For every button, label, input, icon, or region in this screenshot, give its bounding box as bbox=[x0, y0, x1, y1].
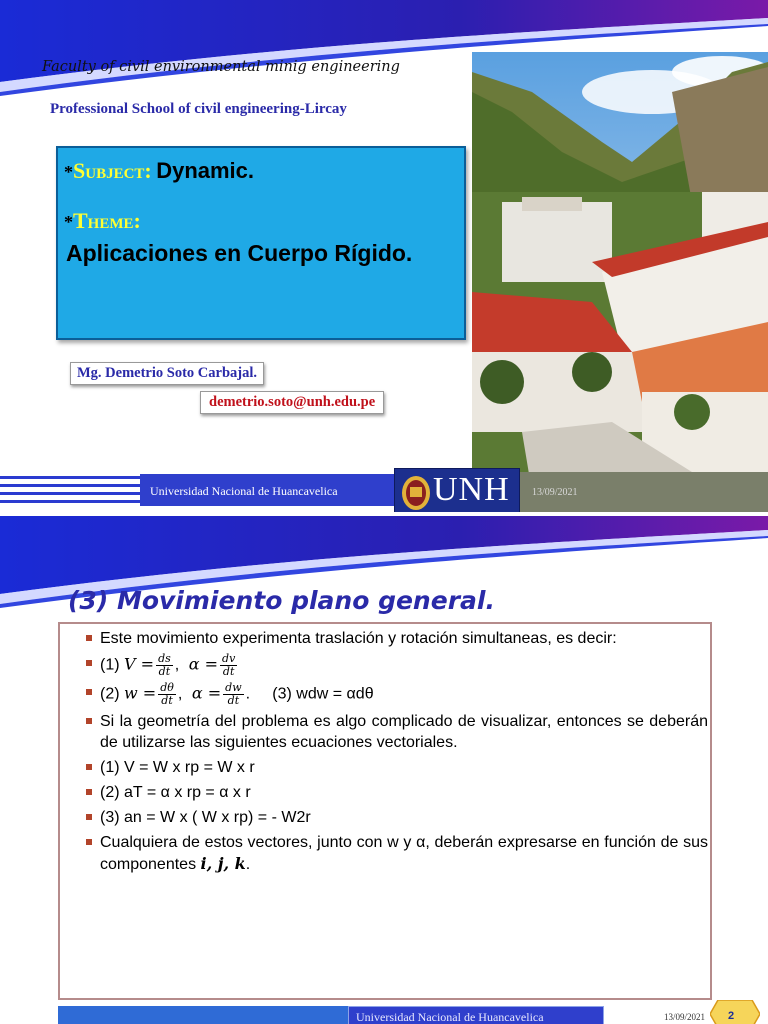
bullet-text: Cualquiera de estos vectores, junto con w y α, deberán expresarse en función de sus componentes bbox=[100, 834, 708, 873]
bullet-text: Si la geometría del problema es algo complicado de visualizar, entonces se deberán de utilizarse las siguientes ecuaciones vectoriales. bbox=[100, 713, 708, 751]
theme-value: Aplicaciones en Cuerpo Rígido. bbox=[66, 240, 413, 266]
footer-university: Universidad Nacional de Huancavelica bbox=[150, 484, 338, 498]
content-box bbox=[58, 622, 712, 1000]
fraction-ds-dt: $\frac{ds}{dt}$ bbox=[158, 652, 171, 678]
fraction-dw-dt: $\frac{dw}{dt}$ bbox=[225, 681, 242, 707]
equation-velocity: V = bbox=[124, 654, 155, 674]
footer-stripes bbox=[0, 476, 140, 504]
slide-title: (3) Movimiento plano general. bbox=[68, 586, 495, 615]
bullet-text: (1) V = W x rp = W x r bbox=[100, 759, 255, 776]
theme-marker: * bbox=[64, 212, 73, 232]
slide-date: 13/09/2021 bbox=[532, 487, 578, 498]
footer-university: Universidad Nacional de Huancavelica bbox=[356, 1010, 544, 1024]
school-name: Professional School of civil engineering-Lircay bbox=[50, 101, 347, 117]
equation-wdw: (3) wdw = αdθ bbox=[272, 685, 374, 703]
slide-date: 13/09/2021 bbox=[664, 1012, 706, 1022]
list-item: (1) V = $\frac{ds}{dt}$ , α = $\frac{dv}{dt}$ bbox=[72, 653, 708, 678]
bullet-end: . bbox=[245, 856, 251, 873]
equation-alpha: α = bbox=[186, 683, 222, 703]
page-number-badge bbox=[710, 1000, 760, 1024]
header-swoosh bbox=[0, 516, 768, 636]
bullet-text: (2) aT = α x rp = α x r bbox=[100, 784, 251, 801]
subject-marker: * bbox=[64, 162, 73, 182]
footer-bar bbox=[58, 1006, 348, 1024]
unh-logo bbox=[394, 468, 520, 512]
author-email[interactable]: demetrio.soto@unh.edu.pe bbox=[200, 391, 384, 414]
page-number: 2 bbox=[728, 1010, 735, 1022]
subject-key: Subject: bbox=[73, 158, 152, 183]
bullet-list bbox=[72, 628, 708, 879]
seal-icon bbox=[401, 475, 431, 511]
fraction-dv-dt: $\frac{dv}{dt}$ bbox=[222, 652, 236, 678]
equation-acceleration: α = bbox=[183, 654, 219, 674]
equation-omega: w = bbox=[124, 683, 157, 703]
list-item bbox=[72, 757, 708, 778]
list-item bbox=[72, 711, 708, 753]
faculty-name: Faculty of civil environmental minig engineering bbox=[42, 59, 400, 75]
subject-value: Dynamic. bbox=[156, 158, 255, 183]
author-name: Mg. Demetrio Soto Carbajal. bbox=[70, 362, 264, 385]
fraction-dtheta-dt: $\frac{d\theta}{dt}$ bbox=[160, 681, 174, 707]
theme-key: Theme: bbox=[73, 208, 141, 233]
list-item: (2) w = $\frac{d\theta}{dt}$ , α = $\frac{dw}{dt}$ . (3) wdw = αdθ bbox=[72, 682, 708, 707]
bullet-prefix: (1) bbox=[100, 656, 120, 674]
list-item bbox=[72, 807, 708, 828]
vector-components: i, j, k bbox=[200, 854, 246, 873]
list-item bbox=[72, 782, 708, 803]
list-item bbox=[72, 628, 708, 649]
campus-photo bbox=[472, 52, 768, 512]
content-slide bbox=[0, 512, 768, 1024]
list-item bbox=[72, 832, 708, 875]
bullet-text: Este movimiento experimenta traslación y rotación simultaneas, es decir: bbox=[100, 630, 617, 647]
subject-line bbox=[64, 158, 254, 184]
subject-box bbox=[56, 146, 466, 340]
logo-text: UNH bbox=[433, 471, 510, 508]
bullet-text: (3) an = W x ( W x rp) = - W2r bbox=[100, 809, 311, 826]
bullet-prefix: (2) bbox=[100, 685, 120, 703]
theme-line bbox=[64, 208, 141, 234]
